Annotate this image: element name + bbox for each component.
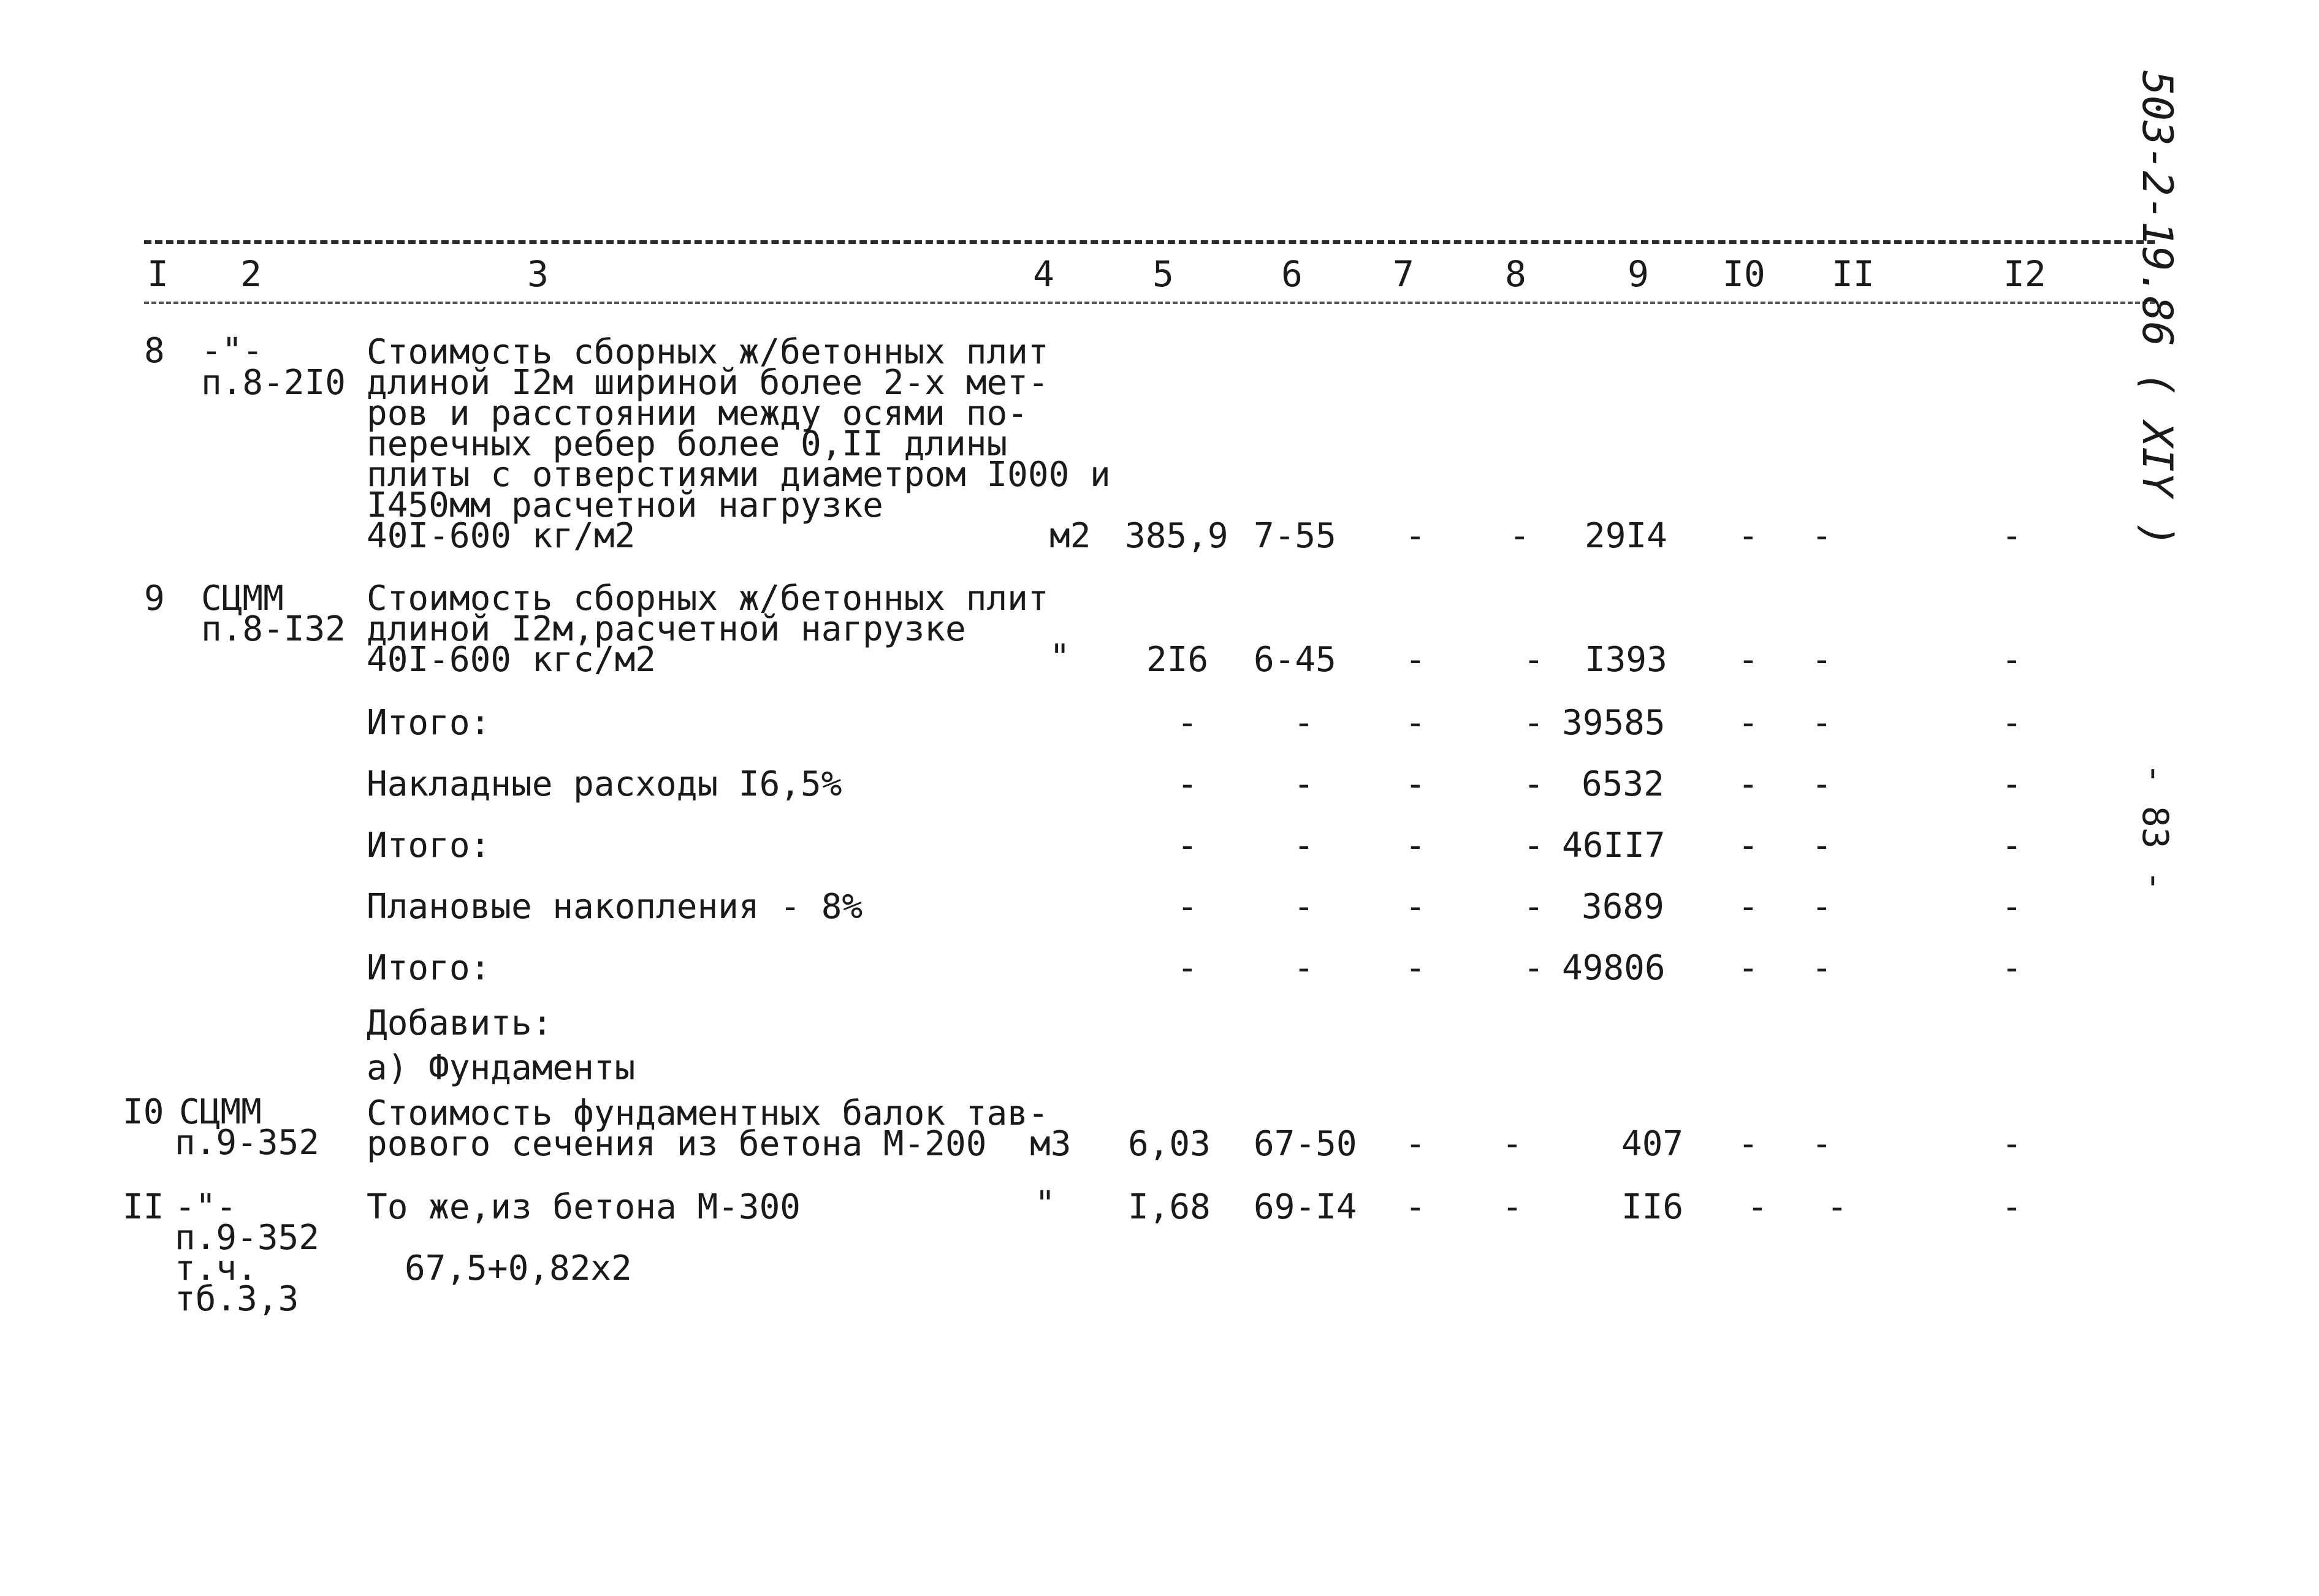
planned-savings-label: Плановые накопления - 8% (367, 887, 863, 927)
subtotal-3-col7: - (1405, 948, 1426, 988)
overhead-col7: - (1405, 764, 1426, 804)
col-header-12: I2 (2003, 253, 2046, 295)
planned-savings-col5: - (1177, 887, 1198, 927)
row-9-col11: - (1811, 640, 1832, 680)
subtotal-1-label: Итого: (367, 703, 491, 743)
row-11-col10: - (1747, 1187, 1768, 1227)
planned-savings-col6: - (1293, 887, 1314, 927)
col-header-7: 7 (1393, 253, 1414, 295)
subtotal-2-label: Итого: (367, 826, 491, 865)
row-9-desc-1: Стоимость сборных ж/бетонных плит (367, 579, 1049, 618)
row-8-col9: 29I4 (1585, 516, 1667, 556)
row-10-source-2: п.9-352 (175, 1123, 320, 1163)
row-8-number: 8 (144, 331, 165, 371)
row-10-col8: - (1502, 1124, 1523, 1164)
header-top-rule (144, 240, 2155, 244)
row-11-note: 67,5+0,82х2 (405, 1248, 632, 1288)
col-header-11: II (1832, 253, 1875, 295)
row-8-col8: - (1509, 516, 1530, 556)
row-8-col12: - (2001, 516, 2022, 556)
row-11-source-4: тб.3,3 (175, 1279, 299, 1319)
overhead-col11: - (1811, 764, 1832, 804)
overhead-col8: - (1523, 764, 1544, 804)
row-8-desc-6: I450мм расчетной нагрузке (367, 485, 883, 525)
col-header-5: 5 (1152, 253, 1174, 295)
subtotal-2-col7: - (1405, 826, 1426, 865)
overhead-label: Накладные расходы I6,5% (367, 764, 842, 804)
planned-savings-col12: - (2001, 887, 2022, 927)
row-10-col9: 407 (1621, 1124, 1684, 1164)
row-11-col9: II6 (1621, 1187, 1684, 1227)
subtotal-1-col12: - (2001, 703, 2022, 743)
row-10-col7: - (1405, 1124, 1426, 1164)
subtotal-2-col12: - (2001, 826, 2022, 865)
document-code (2130, 70, 2185, 549)
col-header-9: 9 (1628, 253, 1649, 295)
page-number-text: - 83 - (2134, 763, 2176, 892)
row-9-col7: - (1405, 640, 1426, 680)
row-8-source-1: -"- (201, 331, 264, 371)
header-bottom-rule (144, 302, 2155, 304)
subtotal-1-col11: - (1811, 703, 1832, 743)
col-header-8: 8 (1505, 253, 1526, 295)
row-9-number: 9 (144, 579, 165, 618)
add-section-label: Добавить: (367, 1003, 553, 1043)
planned-savings-col9: 3689 (1582, 887, 1664, 927)
subtotal-2-col11: - (1811, 826, 1832, 865)
subtotal-1-col9: 39585 (1562, 703, 1666, 743)
row-9-col9: I393 (1585, 640, 1667, 680)
row-8-desc-2: длиной I2м шириной более 2-х мет- (367, 363, 1049, 403)
planned-savings-col8: - (1523, 887, 1544, 927)
row-11-desc-1: То же,из бетона М-300 (367, 1187, 801, 1227)
row-8-col7: - (1405, 516, 1426, 556)
row-8-col6: 7-55 (1254, 516, 1336, 556)
subtotal-1-col6: - (1293, 703, 1314, 743)
row-9-col5: 2I6 (1146, 640, 1209, 680)
subtotal-2-col9: 46II7 (1562, 826, 1666, 865)
row-11-unit: " (1035, 1184, 1056, 1224)
foundations-section-label: а) Фундаменты (367, 1048, 636, 1088)
row-9-unit: " (1049, 637, 1070, 677)
row-11-col11: - (1827, 1187, 1848, 1227)
subtotal-3-col6: - (1293, 948, 1314, 988)
col-header-2: 2 (240, 253, 262, 295)
row-11-source-2: п.9-352 (175, 1218, 320, 1258)
row-8-col10: - (1738, 516, 1759, 556)
row-9-col10: - (1738, 640, 1759, 680)
row-8-desc-4: перечных ребер более 0,II длины (367, 424, 1008, 464)
row-8-desc-7: 40I-600 кг/м2 (367, 516, 636, 556)
subtotal-2-col8: - (1523, 826, 1544, 865)
subtotal-3-col12: - (2001, 948, 2022, 988)
overhead-col12: - (2001, 764, 2022, 804)
planned-savings-col11: - (1811, 887, 1832, 927)
row-9-source-2: п.8-I32 (201, 609, 346, 649)
subtotal-1-col8: - (1523, 703, 1544, 743)
row-10-col6: 67-50 (1254, 1124, 1357, 1164)
row-10-col11: - (1811, 1124, 1832, 1164)
row-10-col10: - (1738, 1124, 1759, 1164)
subtotal-3-col8: - (1523, 948, 1544, 988)
row-10-col5: 6,03 (1128, 1124, 1211, 1164)
overhead-col9: 6532 (1582, 764, 1664, 804)
row-10-desc-1: Стоимость фундаментных балок тав- (367, 1093, 1049, 1133)
subtotal-1-col7: - (1405, 703, 1426, 743)
col-header-6: 6 (1281, 253, 1303, 295)
row-11-col6: 69-I4 (1254, 1187, 1357, 1227)
row-10-col12: - (2001, 1124, 2022, 1164)
row-11-col12: - (2001, 1187, 2022, 1227)
subtotal-1-col10: - (1738, 703, 1759, 743)
overhead-col10: - (1738, 764, 1759, 804)
row-10-number: I0 (123, 1092, 164, 1132)
row-9-desc-2: длиной I2м,расчетной нагрузке (367, 609, 966, 649)
row-11-col7: - (1405, 1187, 1426, 1227)
row-8-desc-1: Стоимость сборных ж/бетонных плит (367, 332, 1049, 372)
subtotal-2-col10: - (1738, 826, 1759, 865)
row-9-col6: 6-45 (1254, 640, 1336, 680)
row-8-desc-5: плиты с отверстиями диаметром I000 и (367, 455, 1111, 495)
col-header-3: 3 (527, 253, 549, 295)
row-9-desc-3: 40I-600 кгс/м2 (367, 640, 657, 680)
row-11-source-3: т.ч. (175, 1248, 257, 1288)
page-number (2133, 760, 2182, 907)
subtotal-2-col5: - (1177, 826, 1198, 865)
row-8-unit: м2 (1049, 516, 1091, 556)
subtotal-3-label: Итого: (367, 948, 491, 988)
row-8-col11: - (1811, 516, 1832, 556)
row-8-col5: 385,9 (1125, 516, 1228, 556)
subtotal-1-col5: - (1177, 703, 1198, 743)
subtotal-3-col11: - (1811, 948, 1832, 988)
col-header-10: I0 (1723, 253, 1765, 295)
row-10-source-1: СЦММ (179, 1092, 262, 1132)
row-10-unit: м3 (1030, 1124, 1072, 1164)
row-9-col8: - (1523, 640, 1544, 680)
row-11-source-1: -"- (175, 1187, 237, 1227)
subtotal-3-col10: - (1738, 948, 1759, 988)
row-11-col8: - (1502, 1187, 1523, 1227)
row-8-desc-3: ров и расстоянии между осями по- (367, 393, 1028, 433)
col-header-4: 4 (1033, 253, 1054, 295)
subtotal-2-col6: - (1293, 826, 1314, 865)
subtotal-3-col9: 49806 (1562, 948, 1666, 988)
planned-savings-col10: - (1738, 887, 1759, 927)
row-11-col5: I,68 (1128, 1187, 1211, 1227)
row-11-number: II (123, 1187, 164, 1227)
row-9-source-1: СЦММ (201, 579, 284, 618)
overhead-col5: - (1177, 764, 1198, 804)
document-code-text: 503-2-19.86 ( XIY ) (2133, 70, 2181, 547)
row-8-source-2: п.8-2I0 (201, 363, 346, 403)
subtotal-3-col5: - (1177, 948, 1198, 988)
planned-savings-col7: - (1405, 887, 1426, 927)
overhead-col6: - (1293, 764, 1314, 804)
row-9-col12: - (2001, 640, 2022, 680)
col-header-1: I (147, 253, 169, 295)
row-10-desc-2: рового сечения из бетона М-200 (367, 1124, 987, 1164)
